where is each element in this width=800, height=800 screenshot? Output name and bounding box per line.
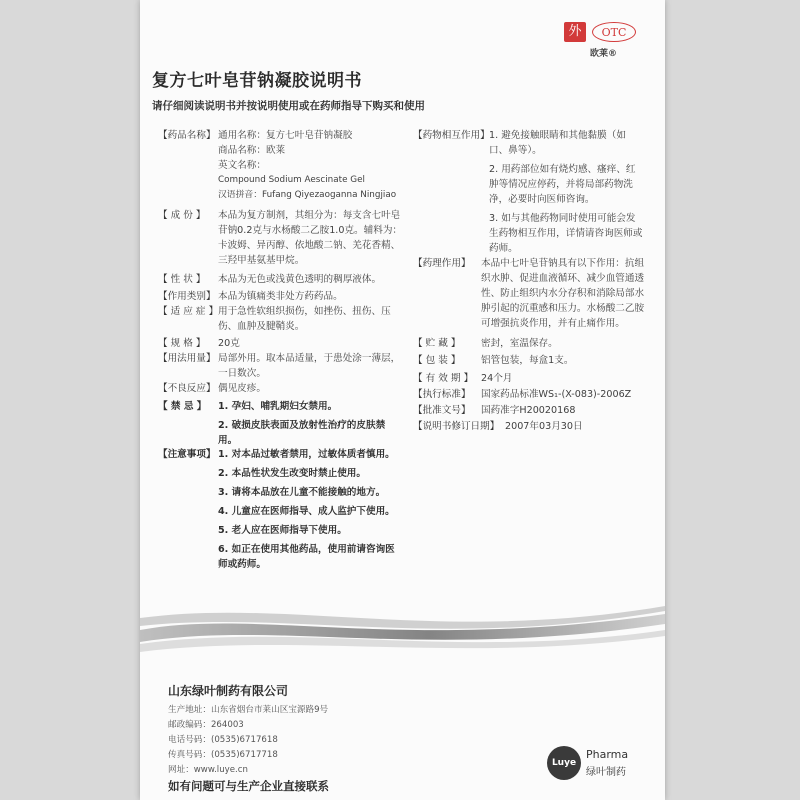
precaution-item: 4. 儿童应在医师指导、成人监护下使用。 <box>218 506 395 517</box>
value-standard: 国家药品标准WS₁-(X-083)-2006Z <box>481 389 632 400</box>
value-ingredients: 本品为复方制剂，其组分为：每支含七叶皂苷钠0.2克与水杨酸二乙胺1.0克。辅料为：卡波姆、异丙醇、依地酸二钠、羌花香精、三羟甲基氨基甲烷。 <box>218 210 403 266</box>
contra-item: 2. 破损皮肤表面及放射性治疗的皮肤禁用。 <box>218 420 386 446</box>
decorative-wave <box>140 600 665 660</box>
otc-badge: OTC <box>592 22 636 42</box>
label-category: 【作用类别】 <box>158 291 216 302</box>
company-fax: 传真号码：(0535)6717718 <box>168 750 278 760</box>
section-usage <box>158 351 403 381</box>
company-name: 山东绿叶制药有限公司 <box>168 684 289 698</box>
section-approval <box>413 403 645 418</box>
trade-name: 商品名称：欧莱 <box>218 145 286 156</box>
interaction-item: 2. 用药部位如有烧灼感、瘙痒、红肿等情况应停药，并将局部药物洗净，必要时向医师咨询。 <box>489 164 636 205</box>
section-ingredients <box>158 208 403 268</box>
label-contraindications: 【 禁 忌 】 <box>158 401 207 412</box>
pinyin-name: 汉语拼音：Fufang Qiyezaoganna Ningjiao <box>218 190 397 200</box>
value-spec: 20克 <box>218 338 240 349</box>
section-pharmacology <box>413 256 645 331</box>
value-drug-name <box>218 128 403 203</box>
label-validity: 【 有 效 期 】 <box>413 373 474 384</box>
generic-name: 通用名称：复方七叶皂苷钠凝胶 <box>218 130 353 141</box>
section-interactions <box>413 128 645 260</box>
company-postcode: 邮政编码：264003 <box>168 720 244 730</box>
section-drug-name <box>158 128 403 203</box>
label-indication: 【 适 应 症 】 <box>158 306 219 317</box>
label-properties: 【 性 状 】 <box>158 274 206 285</box>
leaflet-sheet <box>140 0 665 800</box>
value-revision: 2007年03月30日 <box>505 421 583 432</box>
precaution-item: 3. 请将本品放在儿童不能接触的地方。 <box>218 487 386 498</box>
english-name-label: 英文名称： <box>218 160 266 171</box>
value-approval: 国药准字H20020168 <box>481 405 576 416</box>
precaution-item: 5. 老人应在医师指导下使用。 <box>218 525 347 536</box>
section-precautions <box>158 447 403 576</box>
contra-item: 1. 孕妇、哺乳期妇女禁用。 <box>218 401 338 412</box>
value-indication: 用于急性软组织损伤，如挫伤、扭伤、压伤、血肿及腱鞘炎。 <box>218 306 391 332</box>
page-subtitle: 请仔细阅读说明书并按说明使用或在药师指导下购买和使用 <box>152 100 425 112</box>
precaution-item: 2. 本品性状发生改变时禁止使用。 <box>218 468 366 479</box>
label-ingredients: 【 成 份 】 <box>158 210 206 221</box>
label-precautions: 【注意事项】 <box>158 449 216 460</box>
section-contraindications <box>158 399 403 452</box>
precaution-item: 6. 如正在使用其他药品，使用前请咨询医师或药师。 <box>218 544 395 570</box>
company-phone: 电话号码：(0535)6717618 <box>168 735 278 745</box>
label-approval: 【批准文号】 <box>413 405 471 416</box>
value-package: 铝管包装，每盒1支。 <box>481 355 574 366</box>
section-package <box>413 353 645 368</box>
value-properties: 本品为无色或浅黄色透明的稠厚液体。 <box>218 274 382 285</box>
luye-logo-icon: Luye <box>547 746 581 780</box>
value-precautions <box>218 447 403 576</box>
label-usage: 【用法用量】 <box>158 353 216 364</box>
section-storage <box>413 336 645 351</box>
label-interactions: 【药物相互作用】 <box>413 130 490 141</box>
section-indication <box>158 304 403 334</box>
company-address: 生产地址：山东省烟台市莱山区宝源路9号 <box>168 705 329 715</box>
interaction-item: 1. 避免接触眼睛和其他黏膜（如口、鼻等）。 <box>489 130 626 156</box>
section-properties <box>158 272 403 287</box>
external-use-badge: 外 <box>564 22 586 42</box>
english-name: Compound Sodium Aescinate Gel <box>218 175 365 185</box>
section-spec <box>158 336 403 351</box>
label-storage: 【 贮 藏 】 <box>413 338 461 349</box>
value-interactions <box>489 128 645 260</box>
contact-note: 如有问题可与生产企业直接联系 <box>168 779 329 793</box>
label-spec: 【 规 格 】 <box>158 338 206 349</box>
page-title: 复方七叶皂苷钠凝胶说明书 <box>152 71 362 91</box>
label-pharmacology: 【药理作用】 <box>413 258 471 269</box>
section-validity <box>413 371 645 386</box>
label-package: 【 包 装 】 <box>413 355 461 366</box>
section-category <box>158 289 403 304</box>
label-revision: 【说明书修订日期】 <box>413 421 500 432</box>
interaction-item: 3. 如与其他药物同时使用可能会发生药物相互作用，详情请咨询医师或药师。 <box>489 213 643 254</box>
value-pharmacology: 本品中七叶皂苷钠具有以下作用：抗组织水肿、促进血液循环、减少血管通透性、防止组织内水分存积和消除局部水肿引起的沉重感和压力。水杨酸二乙胺可增强抗炎作用，并有止痛作用。 <box>481 258 645 329</box>
value-validity: 24个月 <box>481 373 513 384</box>
label-drug-name: 【药品名称】 <box>158 130 216 141</box>
company-website: 网址：www.luye.cn <box>168 765 248 775</box>
precaution-item: 1. 对本品过敏者禁用，过敏体质者慎用。 <box>218 449 395 460</box>
section-adverse <box>158 381 403 396</box>
logo-cn-text: 绿叶制药 <box>586 767 626 778</box>
section-revision <box>413 419 645 434</box>
label-adverse: 【不良反应】 <box>158 383 216 394</box>
brand-mark: 欧莱® <box>590 49 618 59</box>
value-contraindications <box>218 399 403 452</box>
label-standard: 【执行标准】 <box>413 389 471 400</box>
logo-pharma-text: Pharma <box>586 748 629 761</box>
value-category: 本品为镇痛类非处方药药品。 <box>218 291 343 302</box>
section-standard <box>413 387 645 402</box>
value-adverse: 偶见皮疹。 <box>218 383 266 394</box>
value-storage: 密封，室温保存。 <box>481 338 558 349</box>
value-usage: 局部外用。取本品适量，于患处涂一薄层，一日数次。 <box>218 353 401 379</box>
